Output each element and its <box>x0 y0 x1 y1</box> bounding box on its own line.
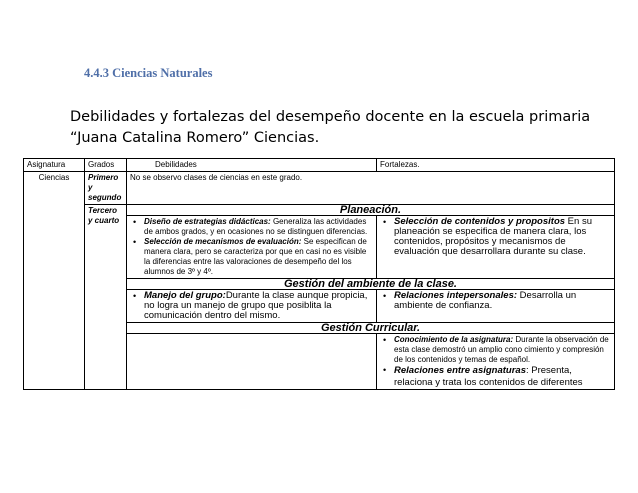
item-text: Generaliza las actividades de ambos grados, y en ocasiones no se distinguen diferencias. <box>144 217 368 236</box>
item-heading: Selección de contenidos y propositos <box>394 216 566 227</box>
item-text: Se especifican de manera clara, pero se caracteriza por que en casi no es visible la diferencias entre las valoraciones de desempeño del los alumnos de 3º y 4º. <box>144 237 367 276</box>
subject-cell: Ciencias <box>24 172 85 390</box>
document-title <box>70 107 610 149</box>
header-asignatura: Asignatura <box>24 159 85 172</box>
item-heading: Selección de mecanismos de evaluación: <box>144 237 302 246</box>
list-item <box>144 237 373 277</box>
item-text: : Presenta, relaciona y trata los contenidos de diferentes <box>394 365 583 388</box>
item-text: En su planeación se especifica de manera clara, los contenidos, propósitos y mecanismos de evaluación que desarrollara durante su clase. <box>394 216 592 257</box>
list-item <box>394 291 611 311</box>
table-row <box>24 205 615 216</box>
table-header-row <box>24 159 615 172</box>
fortalezas-cell <box>377 290 615 323</box>
strengths-weaknesses-table <box>23 158 615 390</box>
debilidades-cell <box>127 290 377 323</box>
item-heading: Diseño de estrategias didácticas: <box>144 217 271 226</box>
debilidades-cell <box>127 216 377 279</box>
first-grades-note: No se observo clases de ciencias en este grado. <box>127 172 615 205</box>
section-banner-gestion-ambiente: Gestión del ambiente de la clase. <box>127 279 615 290</box>
grade-second-cell: Tercero y cuarto <box>85 205 127 390</box>
list-item <box>144 217 373 237</box>
header-grados: Grados <box>85 159 127 172</box>
list-item <box>394 365 611 388</box>
list-item <box>144 291 373 321</box>
item-text: Durante la clase aunque propicia, no logra un manejo de grupo que posiblita la comunicación dentro del mismo. <box>144 290 368 321</box>
section-banner-gestion-curricular: Gestión Curricular. <box>127 323 615 334</box>
header-fortalezas: Fortalezas. <box>377 159 615 172</box>
item-text: Desarrolla un ambiente de confianza. <box>394 290 577 311</box>
section-banner-planeacion: Planeación. <box>127 205 615 216</box>
item-heading: Manejo del grupo: <box>144 290 226 301</box>
section-heading: 4.4.3 Ciencias Naturales <box>84 66 213 80</box>
item-heading: Relaciones intepersonales: <box>394 290 518 301</box>
fortalezas-cell <box>377 216 615 279</box>
item-heading: Conocimiento de la asignatura: <box>394 335 514 344</box>
item-text: Durante la observación de esta clase demostró un amplio cono cimiento y compresión de los contenidos y temas de español. <box>394 335 609 364</box>
grade-first-cell: Primero y segundo <box>85 172 127 205</box>
debilidades-cell <box>127 334 377 390</box>
list-item <box>394 217 611 257</box>
table-row <box>24 172 615 205</box>
document-title-line2: “Juana Catalina Romero” Ciencias. <box>70 130 320 146</box>
fortalezas-cell <box>377 334 615 390</box>
header-debilidades: Debilidades <box>127 159 377 172</box>
document-title-line1: Debilidades y fortalezas del desempeño docente en la escuela primaria <box>70 109 591 125</box>
item-heading: Relaciones entre asignaturas <box>394 365 526 376</box>
list-item <box>394 335 611 365</box>
